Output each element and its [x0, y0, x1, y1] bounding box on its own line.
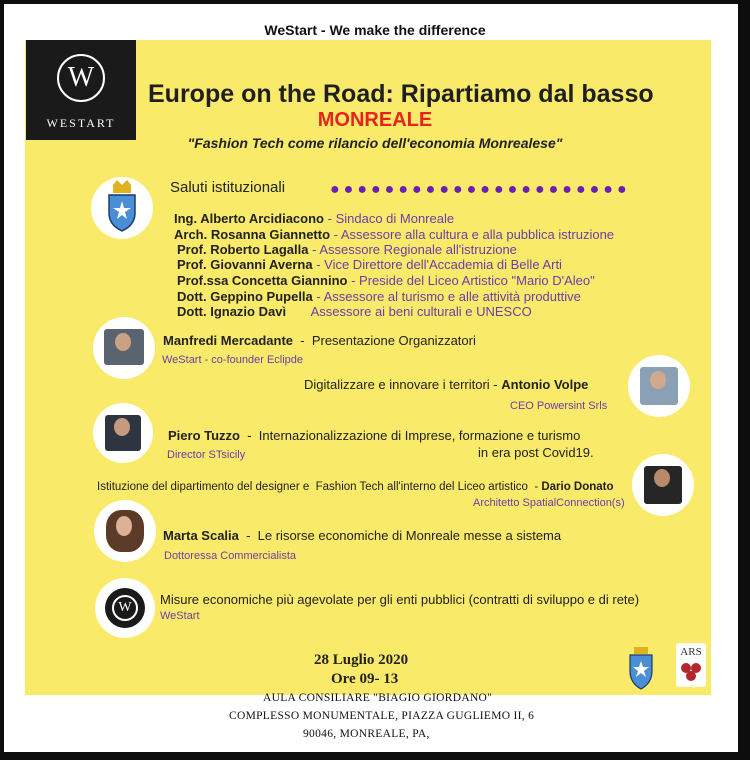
venue-line-1: AULA CONSILIARE "BIAGIO GIORDANO" [263, 692, 493, 704]
saluti-row: Prof.ssa Concetta Giannino - Preside del Liceo Artistico "Mario D'Aleo" [177, 273, 595, 288]
saluti-row: Dott. Ignazio Davì Assessore ai beni culturali e UNESCO [177, 304, 532, 319]
speaker-3-line-2: in era post Covid19. [478, 445, 594, 460]
saluti-row: Ing. Alberto Arcidiacono - Sindaco di Monreale [174, 211, 455, 226]
speaker-4-role: Architetto SpatialConnection(s) [473, 497, 625, 509]
decorative-dots: ●●●●●●●●●●●●●●●●●●●●●● [330, 181, 631, 198]
avatar-dario-donato [632, 454, 694, 516]
speaker-1-role: WeStart - co-founder Eclipde [162, 354, 304, 366]
avatar-piero-tuzzo [93, 403, 153, 463]
speaker-3-role: Director STsicily [167, 449, 246, 461]
saluti-heading: Saluti istituzionali [170, 179, 286, 196]
header-tagline: WeStart - We make the difference [264, 22, 486, 38]
speaker-5-line: Marta Scalia - Le risorse economiche di Monreale messe a sistema [163, 528, 562, 543]
speaker-4-line: Istituzione del dipartimento del designer e Fashion Tech all'interno del Liceo artistico - Dario Donato [97, 481, 614, 493]
speaker-1-line: Manfredi Mercadante - Presentazione Organizzatori [163, 333, 476, 348]
avatar-marta-scalia [94, 500, 156, 562]
logo-letter: W [57, 54, 105, 102]
speaker-2-role: CEO Powersint Srls [510, 400, 608, 412]
speaker-3-line: Piero Tuzzo - Internazionalizzazione di Imprese, formazione e turismo [168, 428, 581, 443]
round-logo-letter: W [112, 595, 138, 621]
monreale-crest-icon [91, 177, 153, 239]
venue-line-2: COMPLESSO MONUMENTALE, PIAZZA GUGLIEMO II, 6 [229, 710, 535, 722]
event-date: 28 Luglio 2020 [314, 652, 409, 668]
speaker-6-line: Misure economiche più agevolate per gli enti pubblici (contratti di sviluppo e di rete) [160, 592, 640, 607]
avatar-antonio-volpe [628, 355, 690, 417]
event-subtitle: "Fashion Tech come rilancio dell'economia Monrealese" [187, 135, 563, 151]
speaker-2-line: Digitalizzare e innovare i territori - Antonio Volpe [304, 377, 589, 392]
event-time: Ore 09- 13 [331, 671, 399, 687]
speaker-6-role: WeStart [160, 610, 200, 622]
ars-logo-text: ARS [680, 646, 702, 658]
speaker-5-role: Dottoressa Commercialista [164, 550, 297, 562]
saluti-row: Dott. Geppino Pupella - Assessore al turismo e alle attività produttive [177, 289, 581, 304]
monreale-crest-small-icon [626, 645, 656, 691]
event-title: Europe on the Road: Ripartiamo dal basso [148, 80, 654, 108]
event-city: MONREALE [317, 109, 433, 131]
saluti-row: Prof. Roberto Lagalla - Assessore Regionale all'istruzione [177, 242, 517, 257]
saluti-row: Arch. Rosanna Giannetto - Assessore alla cultura e alla pubblica istruzione [174, 227, 615, 242]
venue-line-3: 90046, MONREALE, PA, [303, 728, 430, 740]
westart-round-logo [95, 578, 155, 638]
ars-logo [676, 643, 706, 687]
saluti-row: Prof. Giovanni Averna - Vice Direttore dell'Accademia di Belle Arti [177, 257, 562, 272]
avatar-manfredi-mercadante [93, 317, 155, 379]
logo-name: WESTART [46, 116, 116, 130]
